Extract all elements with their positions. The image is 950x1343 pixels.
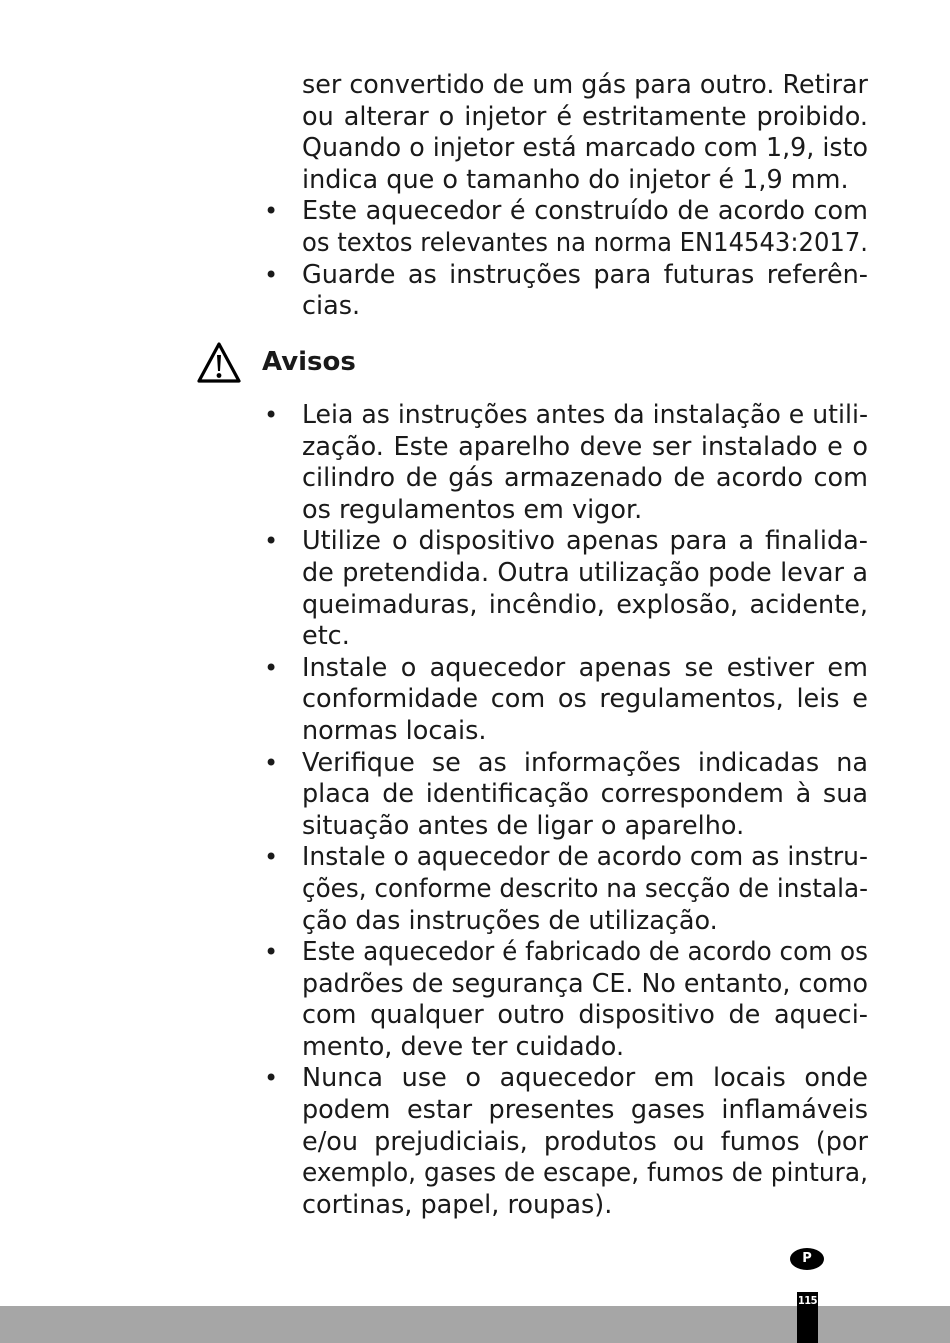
text-line: de pretendida. Outra utilização pode levar a [302, 557, 869, 588]
continuation-paragraph [302, 70, 868, 196]
text-line: exemplo, gases de escape, fumos de pintura, [302, 1158, 868, 1189]
text-line: Instale o aquecedor apenas se estiver em [302, 652, 868, 683]
list-item [264, 196, 868, 259]
bullet-marker: • [264, 197, 279, 226]
text-line: Este aquecedor é construído de acordo com [302, 196, 868, 227]
text-line: zação. Este aparelho deve ser instalado e o [302, 431, 868, 462]
text-line: placa de identificação correspondem à sua [302, 779, 868, 810]
text-line: queimaduras, incêndio, explosão, acidente, [302, 589, 869, 620]
list-item [264, 526, 869, 652]
top-section [264, 70, 869, 323]
text-line: cortinas, papel, roupas). [302, 1189, 613, 1220]
list-item [264, 259, 868, 323]
text-line: Instale o aquecedor de acordo com as instru- [302, 842, 869, 873]
text-line: com qualquer outro dispositivo de aqueci- [302, 1000, 868, 1031]
text-line: ou alterar o injetor é estritamente proibido. [302, 101, 868, 132]
text-line: normas locais. [302, 715, 487, 746]
section-heading: Avisos [262, 347, 356, 377]
text-line: ção das instruções de utilização. [302, 905, 718, 936]
text-line: indica que o tamanho do injetor é 1,9 mm. [302, 164, 849, 195]
warning-triangle-icon [196, 341, 242, 385]
text-line: etc. [302, 621, 350, 652]
bullet-marker: • [264, 401, 279, 429]
text-line: Leia as instruções antes da instalação e utili- [302, 400, 869, 430]
page-number: 115 [797, 1294, 818, 1307]
text-line: podem estar presentes gases inflamáveis [302, 1095, 868, 1126]
list-item [264, 652, 868, 748]
bullet-marker: • [264, 938, 279, 967]
bullet-marker: • [264, 748, 279, 777]
text-line: situação antes de ligar o aparelho. [302, 810, 745, 841]
list-item [264, 842, 869, 937]
bullet-marker: • [264, 260, 279, 289]
list-item [264, 747, 869, 843]
list-item [264, 937, 869, 1063]
text-line: cilindro de gás armazenado de acordo com [302, 463, 868, 494]
bullet-marker: • [264, 1064, 279, 1093]
text-line: cias. [302, 291, 361, 322]
bullet-marker: • [264, 527, 279, 556]
list-item [264, 1063, 868, 1221]
list-item [264, 400, 869, 526]
bullet-marker: • [264, 843, 279, 872]
text-line: conformidade com os regulamentos, leis e [302, 684, 868, 715]
warnings-list [264, 400, 869, 1221]
text-line: os textos relevantes na norma EN14543:2017. [302, 227, 868, 258]
text-line: Nunca use o aquecedor em locais onde [302, 1063, 868, 1094]
text-line: padrões de segurança CE. No entanto, como [302, 968, 869, 999]
text-line: os regulamentos em vigor. [302, 494, 643, 525]
text-line: ser convertido de um gás para outro. Retirar [302, 70, 869, 100]
text-line: mento, deve ter cuidado. [302, 1031, 625, 1062]
text-line: e/ou prejudiciais, produtos ou fumos (por [302, 1126, 868, 1157]
text-line: Utilize o dispositivo apenas para a finalida- [302, 526, 868, 557]
text-line: Verifique se as informações indicadas na [302, 747, 869, 778]
text-line: Quando o injetor está marcado com 1,9, isto [302, 133, 869, 164]
text-line: ções, conforme descrito na secção de instala- [302, 873, 869, 904]
text-line: Este aquecedor é fabricado de acordo com os [302, 937, 868, 968]
language-badge: P [790, 1248, 824, 1270]
text-line: Guarde as instruções para futuras referên- [302, 259, 868, 290]
bullet-marker: • [264, 653, 279, 682]
